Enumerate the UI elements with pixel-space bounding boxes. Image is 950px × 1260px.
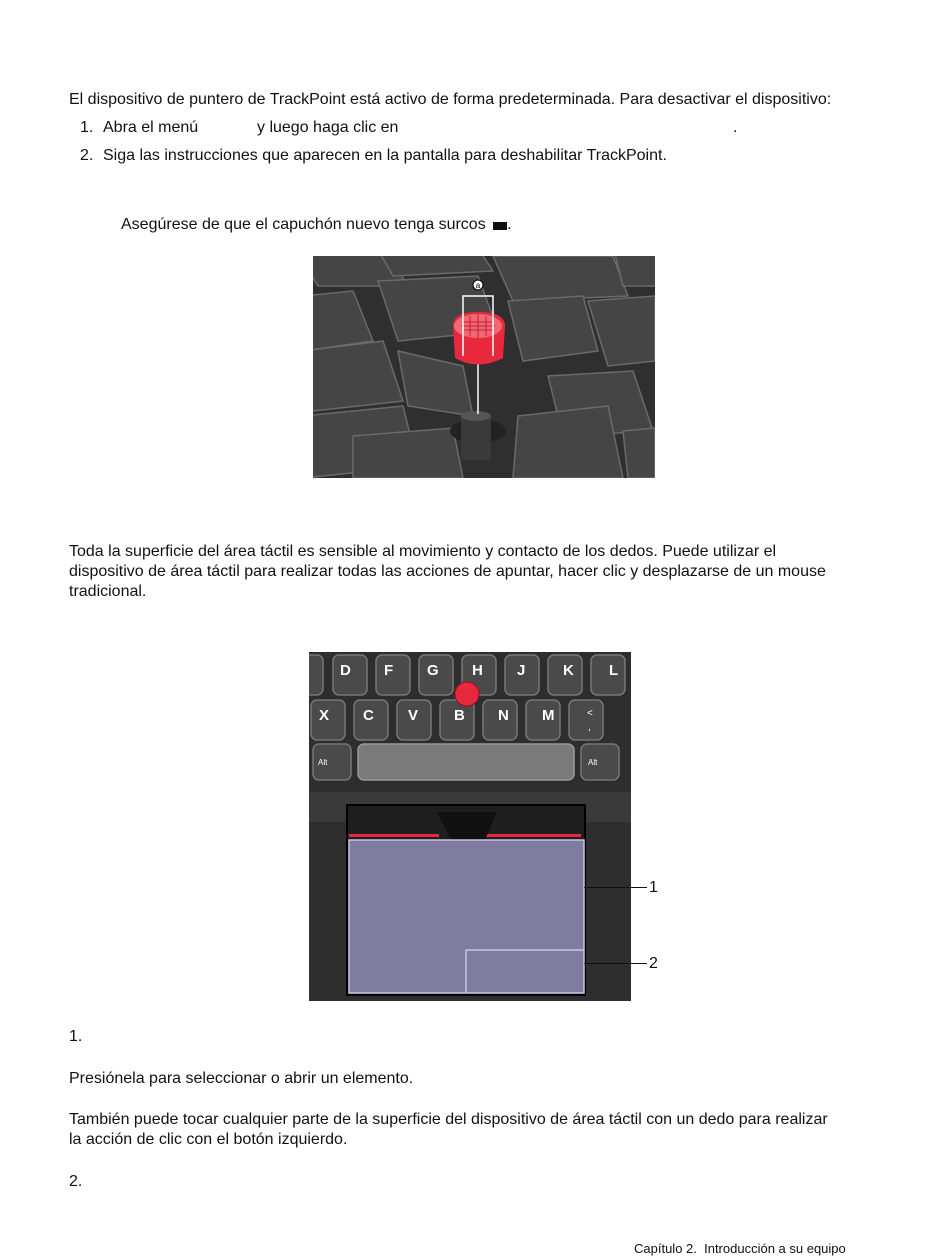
trackpoint-left-button (349, 834, 439, 837)
touchpad-figure (309, 652, 631, 1001)
note-text-body: Asegúrese de que el capuchón nuevo tenga surcos (121, 216, 486, 233)
touchpad-para-line2: dispositivo de área táctil para realizar todas las acciones de apuntar, hacer clic y desplazarse de un mouse (69, 563, 826, 580)
key-comma: , (588, 722, 591, 733)
alt-right-label: Alt (588, 758, 598, 767)
item-1-para-1: Presiónela para seleccionar o abrir un elemento. (69, 1070, 414, 1087)
step-1-text-open-menu: Abra el menú (103, 119, 199, 136)
alt-left-label: Alt (318, 758, 328, 767)
key-c: C (363, 707, 374, 724)
key-j: J (517, 662, 526, 679)
step-1-text-end: . (733, 119, 738, 136)
callout-2: 2 (649, 955, 658, 972)
step-1-number: 1. (80, 119, 94, 136)
groove-icon (493, 222, 507, 230)
trackpoint-stem-top (461, 411, 491, 421)
key-d: D (340, 662, 351, 679)
callout-1-line (584, 887, 647, 888)
spacebar (358, 744, 574, 780)
item-1-para-2-line1: También puede tocar cualquier parte de la superficie del dispositivo de área táctil con un dedo para realizar (69, 1111, 828, 1128)
touchpad-para-line3: tradicional. (69, 583, 147, 600)
key-shape (513, 406, 623, 478)
key-n: N (498, 707, 509, 724)
step-2-text: Siga las instrucciones que aparecen en la pantalla para deshabilitar TrackPoint. (103, 147, 667, 164)
callout-2-line (584, 963, 647, 964)
key-h: H (472, 662, 483, 679)
step-2-number: 2. (80, 147, 94, 164)
intro-text: El dispositivo de puntero de TrackPoint está activo de forma predeterminada. Para desactivar el dispositivo: (69, 91, 832, 108)
key-shape (508, 296, 598, 361)
key-shape (353, 428, 463, 478)
key-k: K (563, 662, 574, 679)
page-footer: Capítulo 2. Introducción a su equipo (634, 1241, 846, 1256)
key-x: X (319, 707, 330, 724)
note-text (121, 215, 512, 235)
note-text-end: . (507, 216, 512, 233)
trackpoint-right-button (485, 834, 581, 837)
trackpoint-cap (455, 682, 479, 706)
key-g: G (427, 662, 439, 679)
key-l: L (609, 662, 619, 679)
item-1-para-2-line2: la acción de clic con el botón izquierdo. (69, 1131, 348, 1148)
alt-right-key (581, 744, 619, 780)
key-shape (493, 256, 628, 301)
touchpad-para-line1: Toda la superficie del área táctil es sensible al movimiento y contacto de los dedos. Puede utilizar el (69, 543, 777, 560)
key-m: M (542, 707, 555, 724)
key-less-than: < (587, 708, 593, 719)
key-shape (623, 428, 655, 478)
callout-1: 1 (649, 879, 658, 896)
trackpoint-stem (461, 416, 491, 460)
step-1-text-click: y luego haga clic en (257, 119, 399, 136)
key-f: F (384, 662, 394, 679)
item-1-number: 1. (69, 1028, 83, 1045)
item-2-number: 2. (69, 1173, 83, 1190)
key-b: B (454, 707, 465, 724)
trackpoint-cap-figure (313, 256, 655, 478)
key-v: V (408, 707, 419, 724)
callout-a: a (475, 281, 481, 290)
